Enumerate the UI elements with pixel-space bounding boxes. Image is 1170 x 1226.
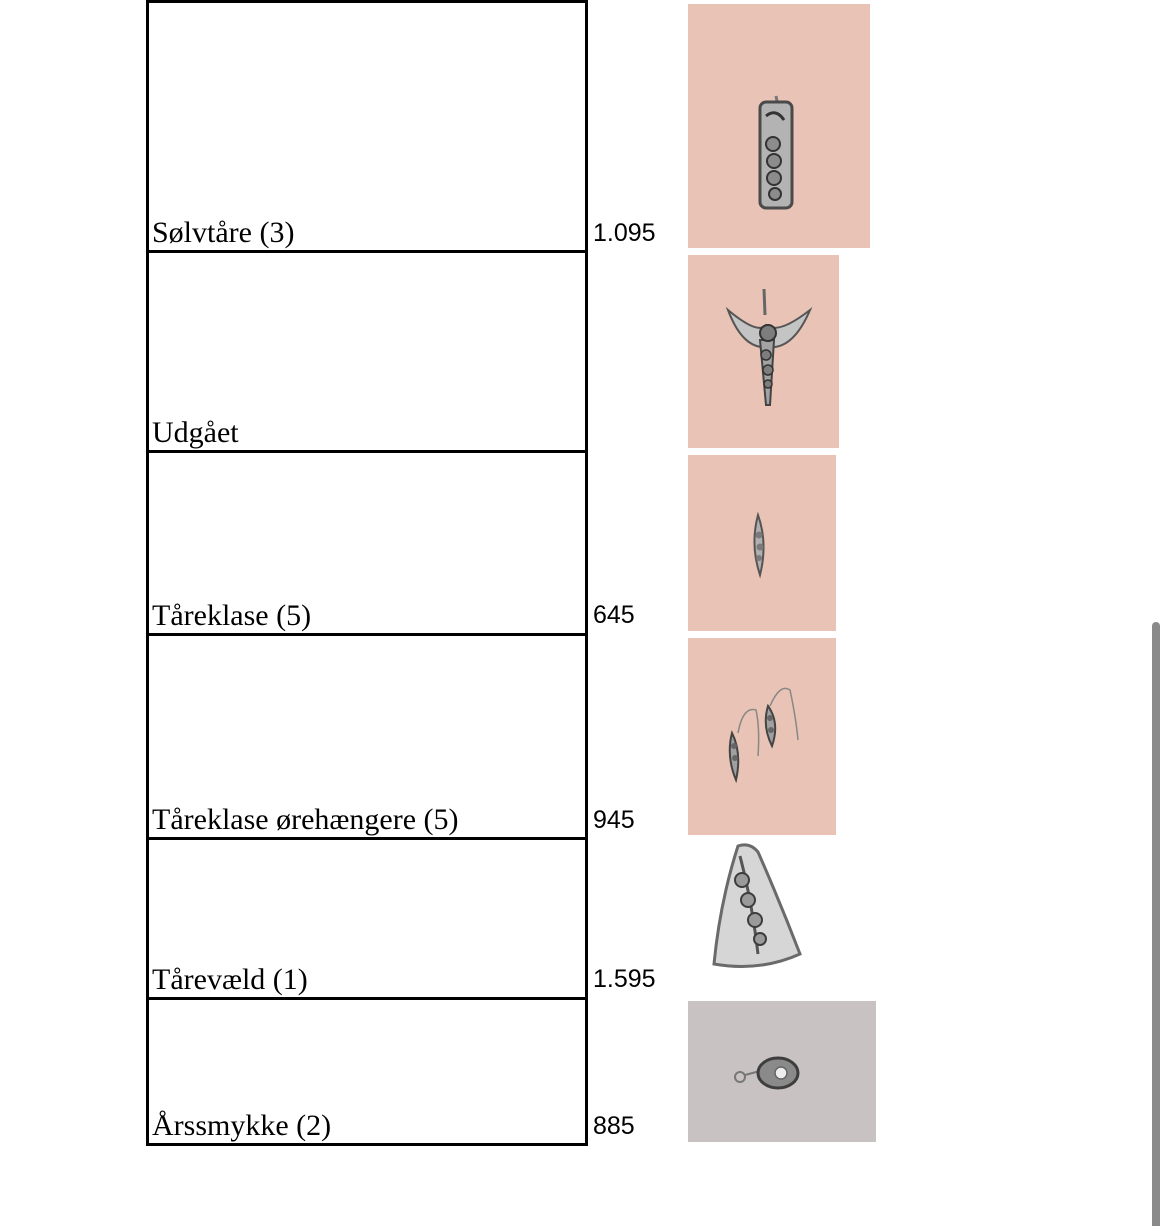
product-name: Tårevæld (1) <box>152 963 308 996</box>
product-name: Tåreklase ørehængere (5) <box>152 803 459 836</box>
pendant-bar-photo <box>688 4 870 248</box>
product-price: 885 <box>593 1112 635 1140</box>
pendant-triangle-photo <box>700 842 806 974</box>
product-price: 645 <box>593 601 635 629</box>
product-price: 1.095 <box>593 219 656 247</box>
product-name-cell <box>146 837 588 1000</box>
product-name: Årssmykke (2) <box>152 1109 332 1142</box>
pendant-pearl-photo <box>688 1001 876 1142</box>
pendant-drop-photo <box>688 455 836 631</box>
product-price: 1.595 <box>593 965 656 993</box>
scrollbar[interactable] <box>1152 622 1160 1226</box>
product-name: Udgået <box>152 416 239 449</box>
product-name-cell <box>146 0 588 253</box>
product-name-cell <box>146 250 588 453</box>
pendant-winged-photo <box>688 255 839 448</box>
product-name: Tåreklase (5) <box>152 599 312 632</box>
earrings-photo <box>688 638 836 835</box>
product-name-cell <box>146 633 588 840</box>
product-price: 945 <box>593 806 635 834</box>
product-name: Sølvtåre (3) <box>152 216 295 249</box>
product-name-cell <box>146 997 588 1146</box>
product-name-cell <box>146 450 588 636</box>
